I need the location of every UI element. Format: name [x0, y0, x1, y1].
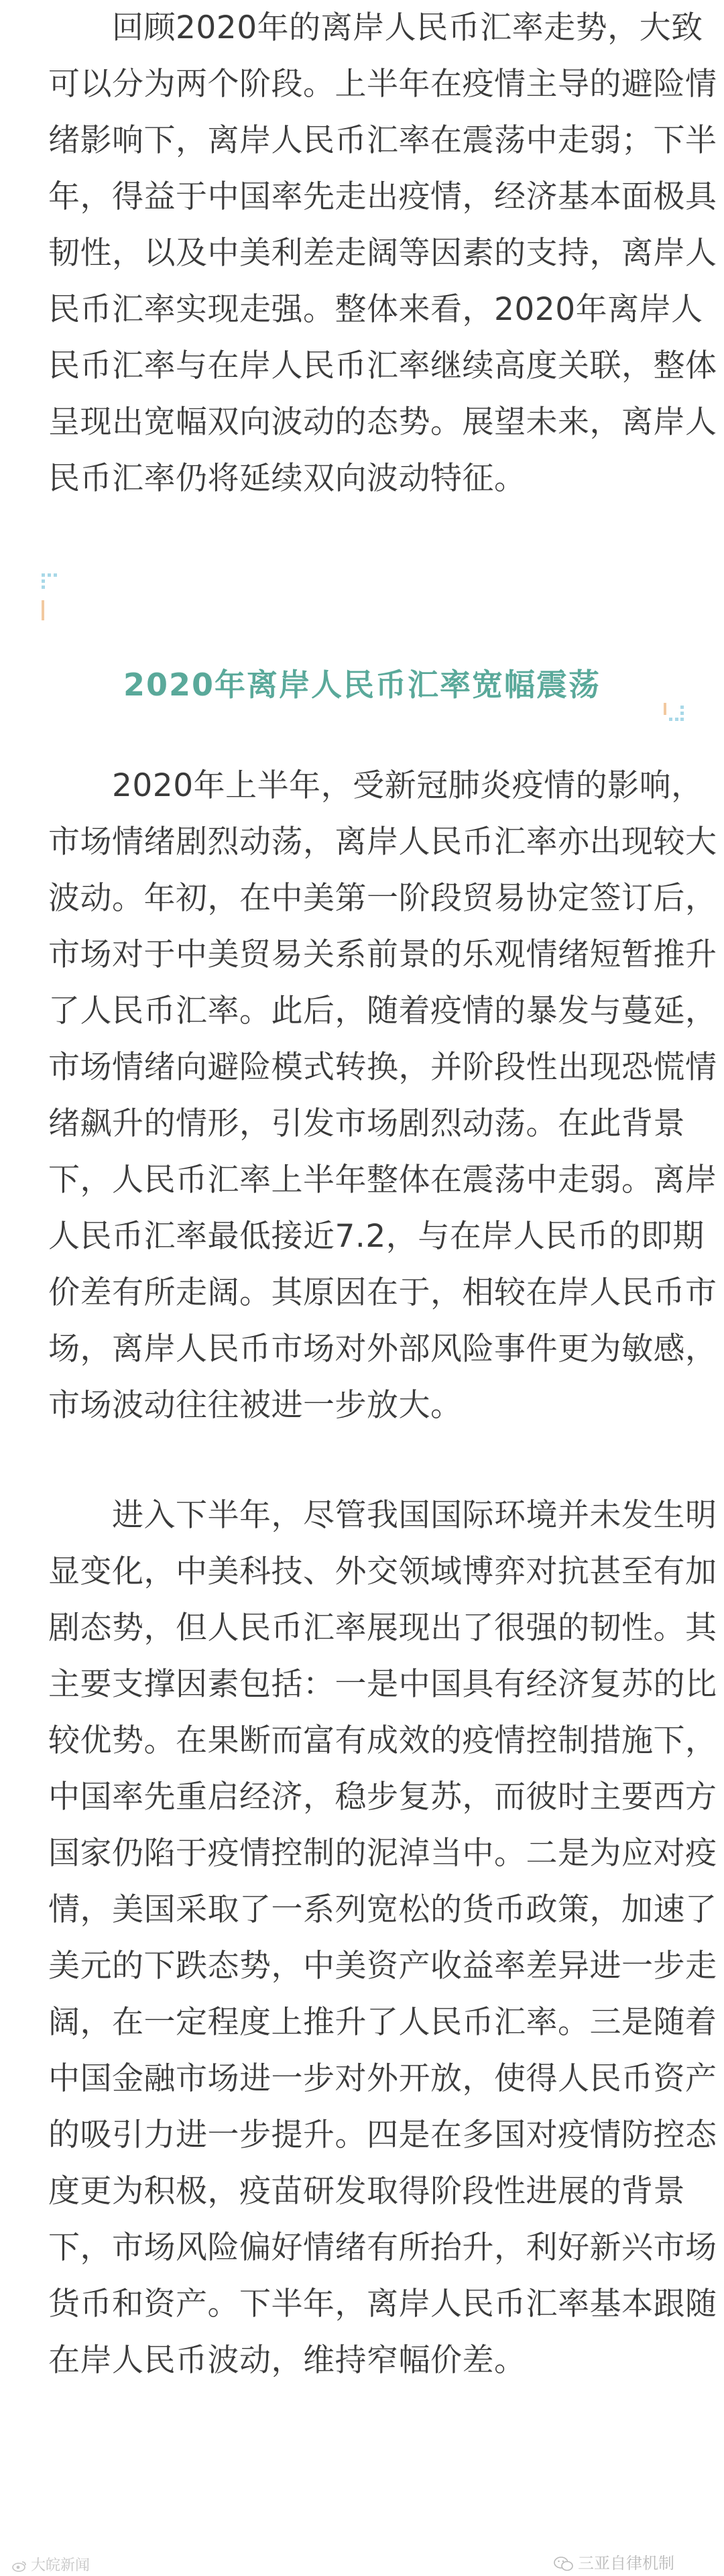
- text-line: 回顾2020年的离岸人民币汇率走势，大致: [48, 9, 703, 46]
- text-line: 市场情绪向避险模式转换，并阶段性出现恐慌情: [48, 1049, 717, 1086]
- text-line: 2020年上半年，受新冠肺炎疫情的影响，: [48, 767, 703, 804]
- text-line: 度更为积极，疫苗研发取得阶段性进展的背景: [48, 2173, 685, 2210]
- corner-decoration-icon: [42, 573, 59, 620]
- text-line: 年，得益于中国率先走出疫情，经济基本面极具: [48, 178, 717, 215]
- source-label: 大皖新闻: [31, 2557, 90, 2574]
- text-line: 呈现出宽幅双向波动的态势。展望未来，离岸人: [48, 404, 717, 441]
- account-watermark: [554, 2550, 674, 2573]
- text-line: 情，美国采取了一系列宽松的货币政策，加速了: [48, 1891, 717, 1928]
- text-line: 价差有所走阔。其原因在于，相较在岸人民币市: [48, 1274, 717, 1311]
- source-watermark: [12, 2554, 90, 2575]
- section-title: 2020年离岸人民币汇率宽幅震荡: [123, 667, 601, 703]
- text-line: 民币汇率与在岸人民币汇率继续高度关联，整体: [48, 347, 717, 384]
- wechat-icon: [554, 2556, 574, 2572]
- account-label: 三亚自律机制: [578, 2554, 674, 2573]
- text-line: 货币和资产。下半年，离岸人民币汇率基本跟随: [48, 2286, 717, 2322]
- text-line: 了人民币汇率。此后，随着疫情的暴发与蔓延，: [48, 993, 717, 1029]
- text-line: 韧性，以及中美利差走阔等因素的支持，离岸人: [48, 235, 717, 272]
- text-line: 绪影响下，离岸人民币汇率在震荡中走弱；下半: [48, 122, 717, 159]
- text-line: 可以分为两个阶段。上半年在疫情主导的避险情: [48, 66, 717, 103]
- text-line: 在岸人民币波动，维持窄幅价差。: [48, 2342, 526, 2379]
- text-line: 的吸引力进一步提升。四是在多国对疫情防控态: [48, 2117, 717, 2153]
- text-line: 民币汇率实现走强。整体来看，2020年离岸人: [48, 291, 703, 328]
- text-line: 中国金融市场进一步对外开放，使得人民币资产: [48, 2060, 717, 2097]
- text-line: 市场情绪剧烈动荡，离岸人民币汇率亦出现较大: [48, 824, 717, 860]
- text-line: 阔，在一定程度上推升了人民币汇率。三是随着: [48, 2004, 717, 2041]
- text-line: 民币汇率仍将延续双向波动特征。: [48, 460, 526, 497]
- text-line: 剧态势，但人民币汇率展现出了很强的韧性。其: [48, 1610, 717, 1646]
- text-line: 波动。年初，在中美第一阶段贸易协定签订后，: [48, 880, 717, 917]
- text-line: 市场对于中美贸易关系前景的乐观情绪短暂推升: [48, 936, 717, 973]
- text-line: 下，市场风险偏好情绪有所抬升，利好新兴市场: [48, 2229, 717, 2266]
- text-line: 场，离岸人民币市场对外部风险事件更为敏感，: [48, 1331, 717, 1367]
- text-line: 人民币汇率最低接近7.2，与在岸人民币的即期: [48, 1218, 705, 1255]
- text-line: 美元的下跌态势，中美资产收益率差异进一步走: [48, 1948, 717, 1984]
- text-line: 绪飙升的情形，引发市场剧烈动荡。在此背景: [48, 1105, 685, 1142]
- text-line: 较优势。在果断而富有成效的疫情控制措施下，: [48, 1722, 717, 1759]
- text-line: 中国率先重启经济，稳步复苏，而彼时主要西方: [48, 1779, 717, 1815]
- section-heading: [34, 640, 690, 721]
- corner-decoration-icon: [644, 703, 684, 723]
- weibo-icon: [12, 2560, 27, 2572]
- text-line: 主要支撑因素包括：一是中国具有经济复苏的比: [48, 1666, 717, 1703]
- text-line: 进入下半年，尽管我国国际环境并未发生明: [48, 1497, 717, 1534]
- text-line: 市场波动往往被进一步放大。: [48, 1387, 463, 1424]
- text-line: 显变化，中美科技、外交领域博弈对抗甚至有加: [48, 1553, 717, 1590]
- text-line: 国家仍陷于疫情控制的泥淖当中。二是为应对疫: [48, 1835, 717, 1872]
- text-line: 下，人民币汇率上半年整体在震荡中走弱。离岸: [48, 1162, 717, 1198]
